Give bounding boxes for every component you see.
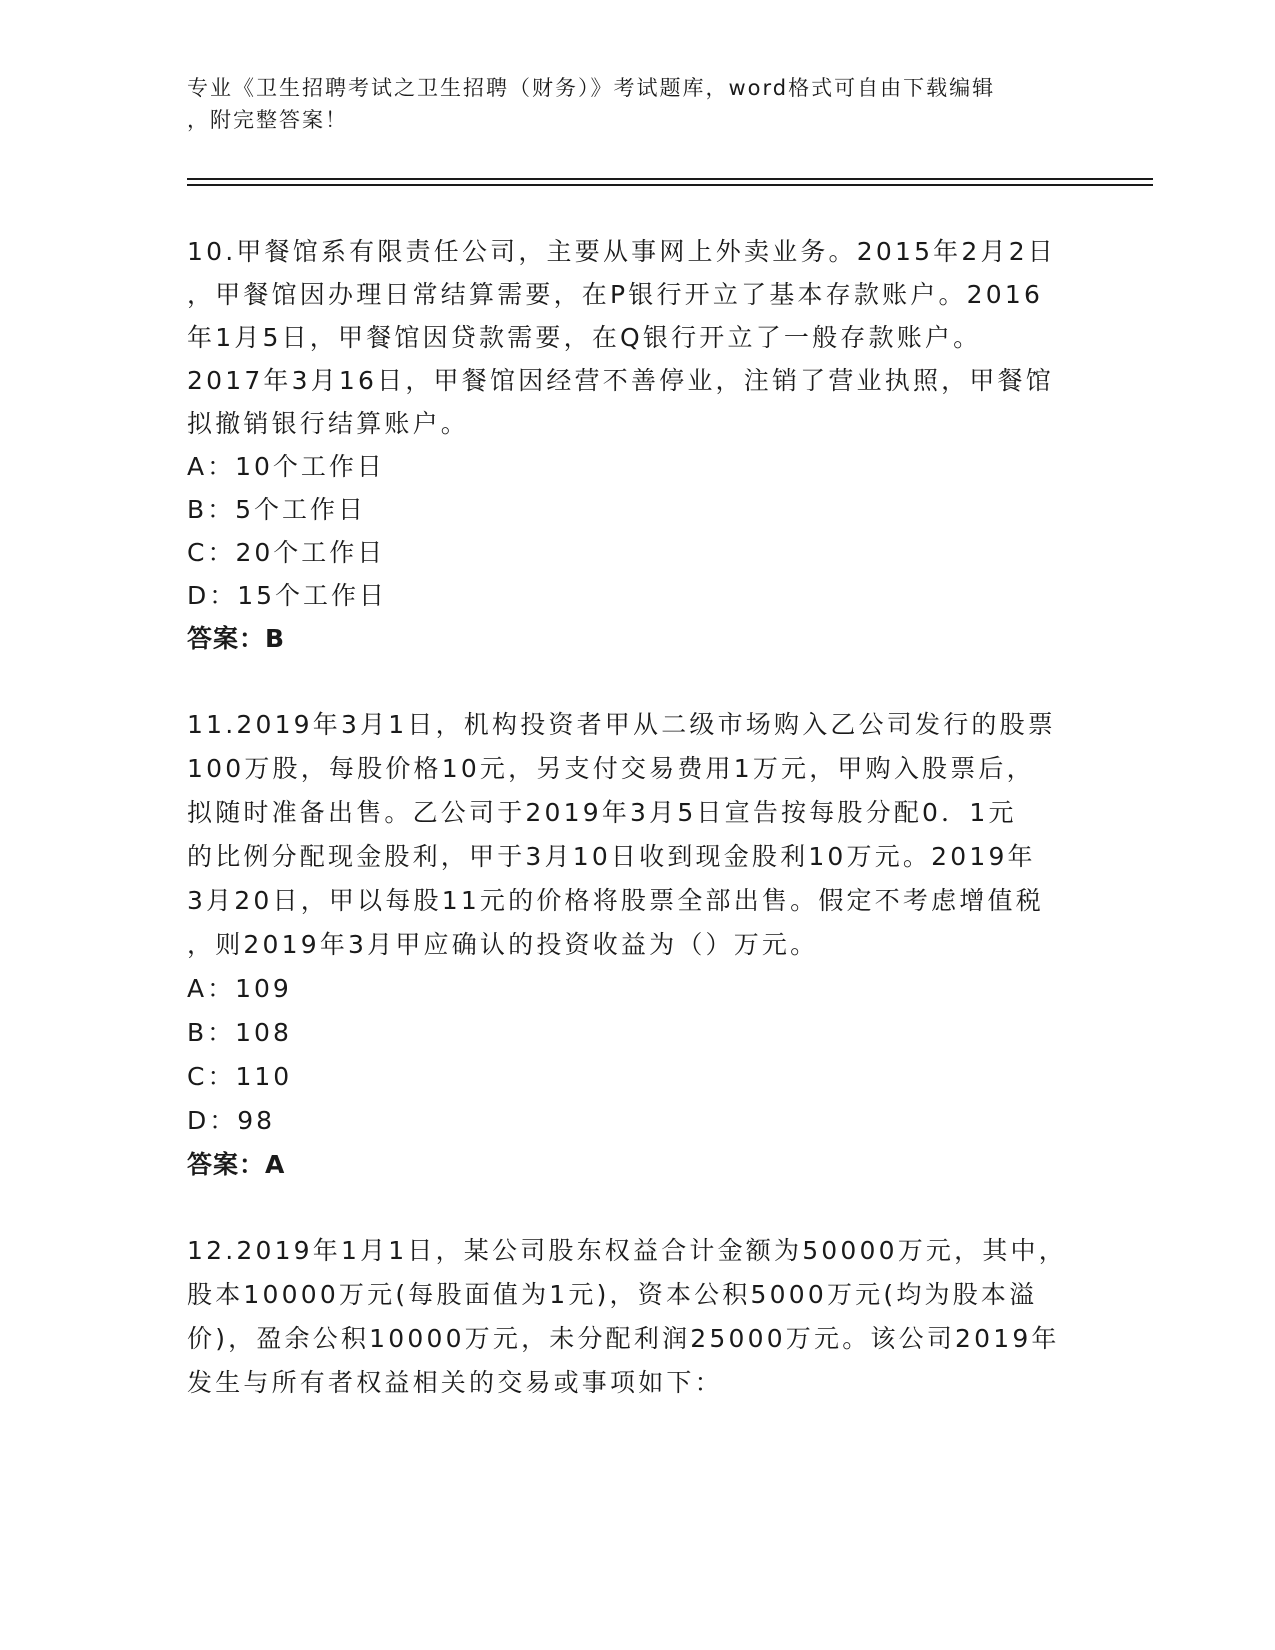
- question-10-option-a: A：10个工作日: [187, 452, 385, 481]
- header-divider-top: [187, 178, 1153, 180]
- question-10-option-d: D：15个工作日: [187, 581, 388, 610]
- question-12-line-1: 12.2019年1月1日，某公司股东权益合计金额为50000万元，其中，: [187, 1236, 1067, 1265]
- question-10-option-c: C：20个工作日: [187, 538, 386, 567]
- question-10-line-3: 年1月5日，甲餐馆因贷款需要，在Q银行开立了一般存款账户。: [187, 323, 982, 352]
- question-11-line-3: 拟随时准备出售。乙公司于2019年3月5日宣告按每股分配0．1元: [187, 798, 1017, 827]
- question-11-option-b: B：108: [187, 1018, 292, 1047]
- question-11-line-1: 11.2019年3月1日，机构投资者甲从二级市场购入乙公司发行的股票: [187, 710, 1056, 739]
- question-11-line-4: 的比例分配现金股利，甲于3月10日收到现金股利10万元。2019年: [187, 842, 1036, 871]
- question-11-option-d: D：98: [187, 1106, 276, 1135]
- header-divider-bottom: [187, 184, 1153, 186]
- question-11-line-6: ，则2019年3月甲应确认的投资收益为（）万元。: [187, 930, 819, 959]
- question-10-answer: 答案：B: [187, 624, 286, 653]
- question-12-line-2: 股本10000万元(每股面值为1元)，资本公积5000万元(均为股本溢: [187, 1280, 1038, 1309]
- question-12-line-3: 价)，盈余公积10000万元，未分配利润25000万元。该公司2019年: [187, 1324, 1060, 1353]
- question-11-answer: 答案：A: [187, 1150, 286, 1179]
- question-10-option-b: B：5个工作日: [187, 495, 367, 524]
- question-11-line-5: 3月20日，甲以每股11元的价格将股票全部出售。假定不考虑增值税: [187, 886, 1044, 915]
- question-12-line-4: 发生与所有者权益相关的交易或事项如下：: [187, 1368, 723, 1397]
- question-10-line-2: ，甲餐馆因办理日常结算需要，在P银行开立了基本存款账户。2016: [187, 280, 1044, 309]
- question-10-line-5: 拟撤销银行结算账户。: [187, 409, 470, 438]
- question-10-line-4: 2017年3月16日，甲餐馆因经营不善停业，注销了营业执照，甲餐馆: [187, 366, 1054, 395]
- question-11-option-c: C：110: [187, 1062, 293, 1091]
- header-line-1: 专业《卫生招聘考试之卫生招聘（财务）》考试题库，word格式可自由下载编辑: [187, 76, 996, 100]
- question-11-option-a: A：109: [187, 974, 292, 1003]
- question-10-line-1: 10.甲餐馆系有限责任公司，主要从事网上外卖业务。2015年2月2日: [187, 237, 1056, 266]
- header-line-2: ，附完整答案！: [187, 108, 348, 132]
- document-header: [187, 72, 1087, 136]
- question-11-line-2: 100万股，每股价格10元，另支付交易费用1万元，甲购入股票后，: [187, 754, 1035, 783]
